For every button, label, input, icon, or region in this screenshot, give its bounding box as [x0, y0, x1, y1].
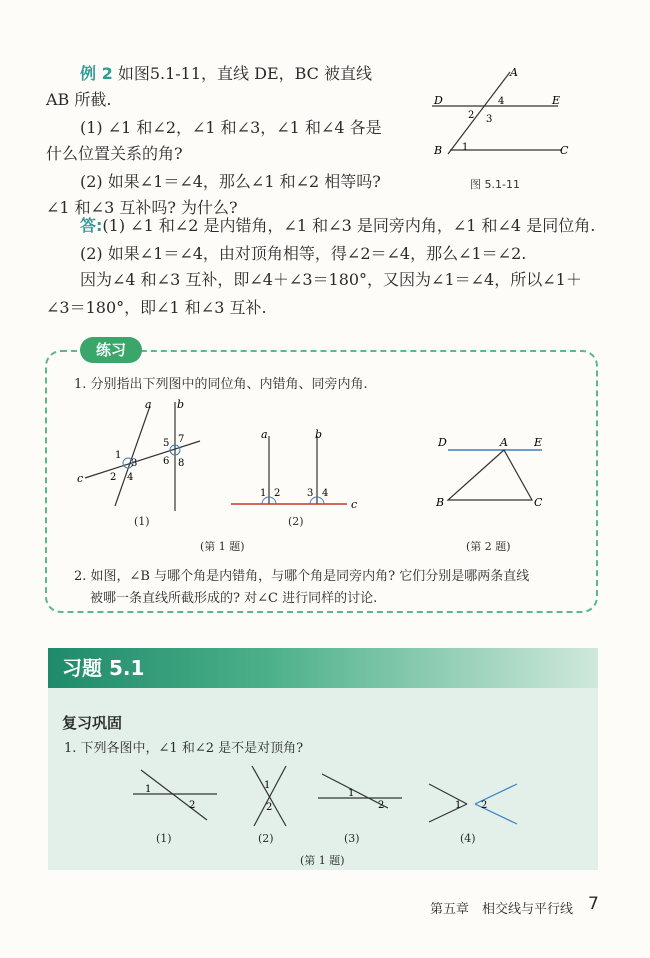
example-q1-line2: 什么位置关系的角?: [46, 144, 183, 163]
label-a: a: [145, 398, 152, 411]
chapter-footer: 第五章 相交线与平行线: [430, 902, 574, 917]
practice-q1: 1. 分别指出下列图中的同位角、内错角、同旁内角.: [74, 377, 368, 392]
label-a: a: [261, 428, 268, 441]
practice-figure-1-2: [225, 426, 365, 516]
angle-label: 6: [163, 456, 170, 467]
example-label: 例 2: [80, 64, 113, 83]
answer-label: 答:: [80, 216, 103, 235]
line-ab: [448, 72, 510, 154]
label-a: A: [500, 436, 508, 449]
answer-line4: ∠3＝180°，即∠1 和∠3 互补.: [46, 298, 267, 317]
angle-label: 2: [110, 472, 117, 483]
line: [141, 770, 207, 820]
exercise-figure-1: [125, 764, 225, 824]
exercise-sub2: (2): [258, 832, 274, 845]
label-e: E: [552, 94, 561, 107]
figure-5-1-11-caption: 图 5.1-11: [470, 178, 520, 191]
angle-label: 2: [266, 802, 273, 813]
label-b: B: [436, 496, 445, 509]
label-c: C: [560, 144, 569, 157]
figure-5-1-11: [420, 60, 580, 190]
exercise-sub3: (3): [344, 832, 360, 845]
angle-3-label: 3: [486, 114, 493, 125]
practice-fig-sub1: (1): [134, 515, 150, 528]
label-c: C: [534, 496, 543, 509]
label-b: b: [177, 398, 185, 411]
angle-label: 3: [307, 488, 314, 499]
label-c: c: [351, 498, 358, 511]
answer-line2: (2) 如果∠1＝∠4，由对顶角相等，得∠2＝∠4，那么∠1＝∠2.: [80, 244, 527, 263]
practice-fig-sub2: (2): [288, 515, 304, 528]
answer-line1: [80, 214, 595, 238]
label-d: D: [434, 94, 443, 107]
exercise-sub1: (1): [156, 832, 172, 845]
exercise-figure-2: [242, 762, 298, 830]
angle-2-label: 2: [468, 110, 475, 121]
angle-label: 4: [127, 472, 134, 483]
label-a: A: [510, 66, 518, 79]
exercise-q1: 1. 下列各图中，∠1 和∠2 是不是对顶角?: [64, 741, 304, 756]
exercise-figure-4: [425, 774, 521, 826]
example-q2-line2: ∠1 和∠3 互补吗? 为什么?: [46, 198, 238, 217]
exercise-title: 习题 5.1: [62, 656, 145, 680]
label-b: b: [315, 428, 323, 441]
practice-q2-line1: 2. 如图，∠B 与哪个角是内错角，与哪个角是同旁内角? 它们分别是哪两条直线: [74, 569, 530, 584]
example-q2-line1: (2) 如果∠1＝∠4，那么∠1 和∠2 相等吗?: [80, 172, 381, 191]
answer-line1-text: (1) ∠1 和∠2 是内错角，∠1 和∠3 是同旁内角，∠1 和∠4 是同位角.: [102, 216, 596, 235]
angle-label: 7: [178, 434, 185, 445]
angle-label: 1: [264, 780, 271, 791]
label-b: B: [434, 144, 443, 157]
practice-q2-line2: 被哪一条直线所截形成的? 对∠C 进行同样的讨论.: [90, 591, 378, 606]
practice-fig2-caption: (第 2 题): [466, 540, 511, 553]
example-intro-line1: [80, 62, 372, 86]
angle-label: 2: [274, 488, 281, 499]
page-number: 7: [588, 894, 599, 914]
review-heading: 复习巩固: [62, 714, 123, 732]
practice-figure-1-1: [75, 396, 205, 516]
example-intro-line2: AB 所截.: [46, 90, 112, 109]
example-q1-line1: (1) ∠1 和∠2，∠1 和∠3，∠1 和∠4 各是: [80, 118, 382, 137]
label-c: c: [77, 472, 84, 485]
angle-label: 2: [481, 800, 488, 811]
angle-label: 2: [378, 800, 385, 811]
angle-label: 4: [322, 488, 329, 499]
label-e: E: [534, 436, 543, 449]
answer-line3: 因为∠4 和∠3 互补，即∠4＋∠3＝180°，又因为∠1＝∠4，所以∠1＋: [80, 270, 582, 289]
angle-label: 8: [178, 458, 185, 469]
angle-label: 1: [348, 788, 355, 799]
angle-label: 1: [455, 800, 462, 811]
label-d: D: [438, 436, 447, 449]
angle-label: 5: [163, 438, 170, 449]
exercise-figure-3: [312, 768, 408, 818]
angle-label: 1: [260, 488, 267, 499]
angle-label: 3: [131, 458, 138, 469]
angle-4-label: 4: [498, 96, 505, 107]
angle-1-label: 1: [462, 142, 469, 153]
practice-tag: 练习: [80, 337, 142, 363]
exercise-sub4: (4): [460, 832, 476, 845]
triangle-abc: [448, 450, 532, 500]
angle-label: 1: [145, 784, 152, 795]
example-intro-text: 如图5.1-11，直线 DE，BC 被直线: [117, 64, 373, 83]
practice-fig1-caption: (第 1 题): [200, 540, 245, 553]
angle-label: 2: [189, 800, 196, 811]
practice-figure-2: [430, 430, 560, 510]
angle-label: 1: [115, 450, 122, 461]
exercise-caption: (第 1 题): [300, 854, 345, 867]
